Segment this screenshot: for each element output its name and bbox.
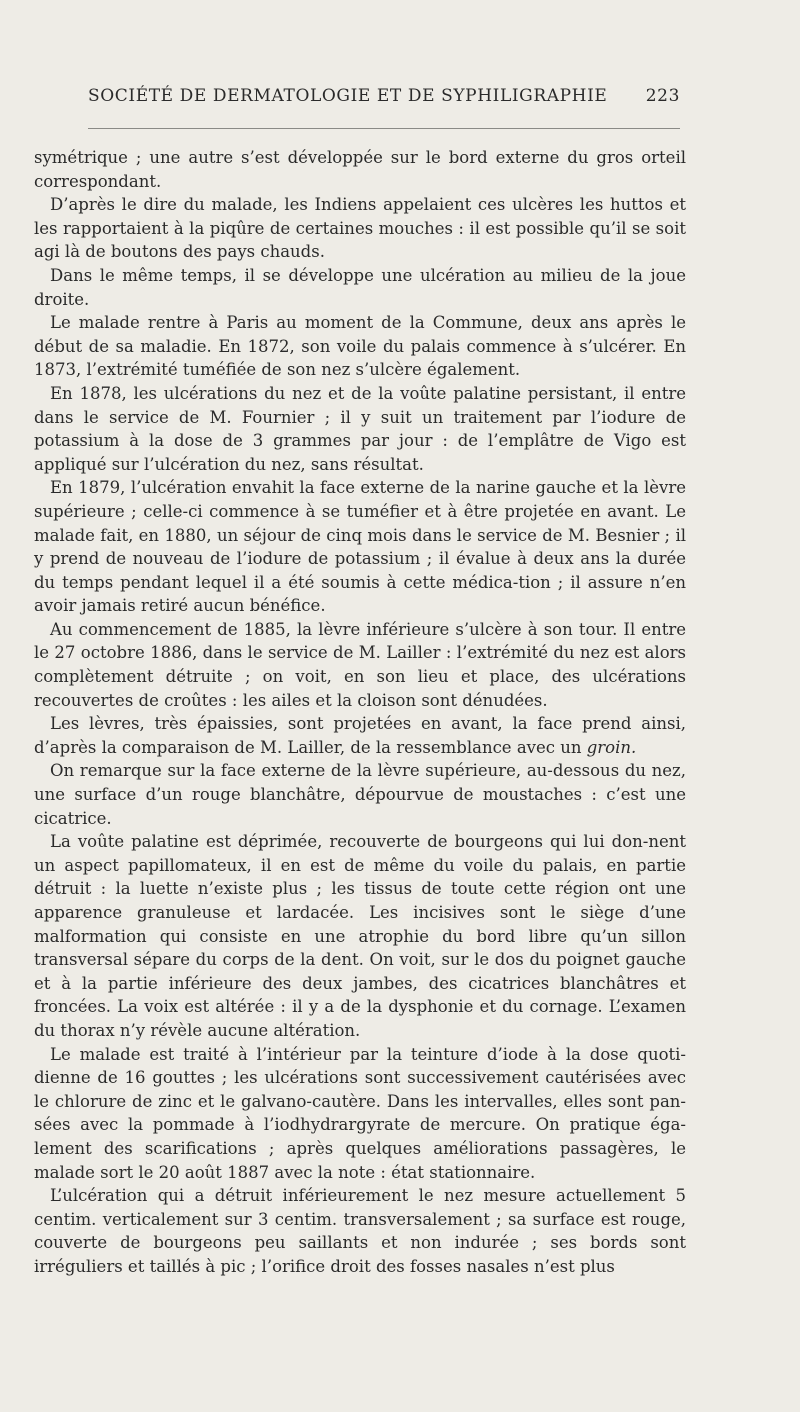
paragraph: Le malade rentre à Paris au moment de la Commune, deux ans après le début de sa maladie. En 1872, son voile du palais commence à s’ulcérer. En 1873, l’extrémité tuméfiée de son nez s’ulcère également. bbox=[34, 313, 686, 380]
paragraph: On remarque sur la face externe de la lèvre supérieure, au-dessous du nez, une surface d’un rouge blanchâtre, dépourvue de moustaches : c’est une cicatrice. bbox=[34, 761, 686, 828]
paragraph: symétrique ; une autre s’est développée sur le bord externe du gros orteil correspondant. bbox=[34, 148, 686, 191]
paragraph: Au commencement de 1885, la lèvre inférieure s’ulcère à son tour. Il entre le 27 octobre 1886, dans le service de M. Lailler : l’extrémité du nez est alors complètement détruite ; on voit, en son lieu et place, des ulcérations recouvertes de croûtes : les ailes et la cloison sont dénudées. bbox=[34, 619, 686, 710]
header-rule bbox=[88, 128, 680, 129]
paragraph-text: Les lèvres, très épaissies, sont projetées en avant, la face prend ainsi, d’après la comparaison de M. Lailler, de la ressemblance avec un bbox=[34, 714, 686, 757]
paragraph: Le malade est traité à l’intérieur par la teinture d’iode à la dose quoti-dienne de 16 gouttes ; les ulcérations sont successivement cautérisées avec le chlorure de zinc et le galvano-cautère. Dans les intervalles, elles sont pan-sées avec la pommade à l’iodhydrargyrate de mercure. On pratique éga-lement des scarifications ; après quelques améliorations passagères, le malade sort le 20 août 1887 avec la note : état stationnaire. bbox=[34, 1044, 686, 1182]
paragraph: En 1878, les ulcérations du nez et de la voûte palatine persistant, il entre dans le service de M. Fournier ; il y suit un traitement par l’iodure de potassium à la dose de 3 grammes par jour : de l’emplâtre de Vigo est appliqué sur l’ulcération du nez, sans résultat. bbox=[34, 383, 686, 474]
running-title: SOCIÉTÉ DE DERMATOLOGIE ET DE SYPHILIGRAPHIE bbox=[88, 86, 608, 106]
italic-term: groin. bbox=[586, 737, 637, 757]
paragraph: Dans le même temps, il se développe une ulcération au milieu de la joue droite. bbox=[34, 265, 686, 309]
paragraph bbox=[34, 712, 686, 759]
paragraph: En 1879, l’ulcération envahit la face externe de la narine gauche et la lèvre supérieure ; celle-ci commence à se tuméfier et à être projetée en avant. Le malade fait, en 1880, un séjour de cinq mois dans le service de M. Besnier ; il y prend de nouveau de l’iodure de potassium ; il évalue à deux ans la durée du temps pendant lequel il a été soumis à cette médica-tion ; il assure n’en avoir jamais retiré aucun bénéfice. bbox=[34, 478, 686, 616]
paragraph: La voûte palatine est déprimée, recouverte de bourgeons qui lui don-nent un aspect papillomateux, il en est de même du voile du palais, en partie détruit : la luette n’existe plus ; les tissus de toute cette région ont une apparence granuleuse et lardacée. Les incisives sont le siège d’une malformation qui consiste en une atrophie du bord libre qu’un sillon transversal sépare du corps de la dent. On voit, sur le dos du poignet gauche et à la partie inférieure des deux jambes, des cicatrices blanchâtres et froncées. La voix est altérée : il y a de la dysphonie et du cornage. L’examen du thorax n’y révèle aucune altération. bbox=[34, 832, 686, 1040]
running-header bbox=[88, 86, 680, 106]
paragraph: D’après le dire du malade, les Indiens appelaient ces ulcères les huttos et les rapportaient à la piqûre de certaines mouches : il est possible qu’il se soit agi là de boutons des pays chauds. bbox=[34, 195, 686, 262]
paragraph: L’ulcération qui a détruit inférieurement le nez mesure actuellement 5 centim. verticalement sur 3 centim. transversalement ; sa surface est rouge, couverte de bourgeons peu saillants et non indurée ; ses bords sont irréguliers et taillés à pic ; l’orifice droit des fosses nasales n’est plus bbox=[34, 1186, 686, 1276]
body-text bbox=[34, 146, 686, 1279]
page-number: 223 bbox=[645, 86, 680, 106]
